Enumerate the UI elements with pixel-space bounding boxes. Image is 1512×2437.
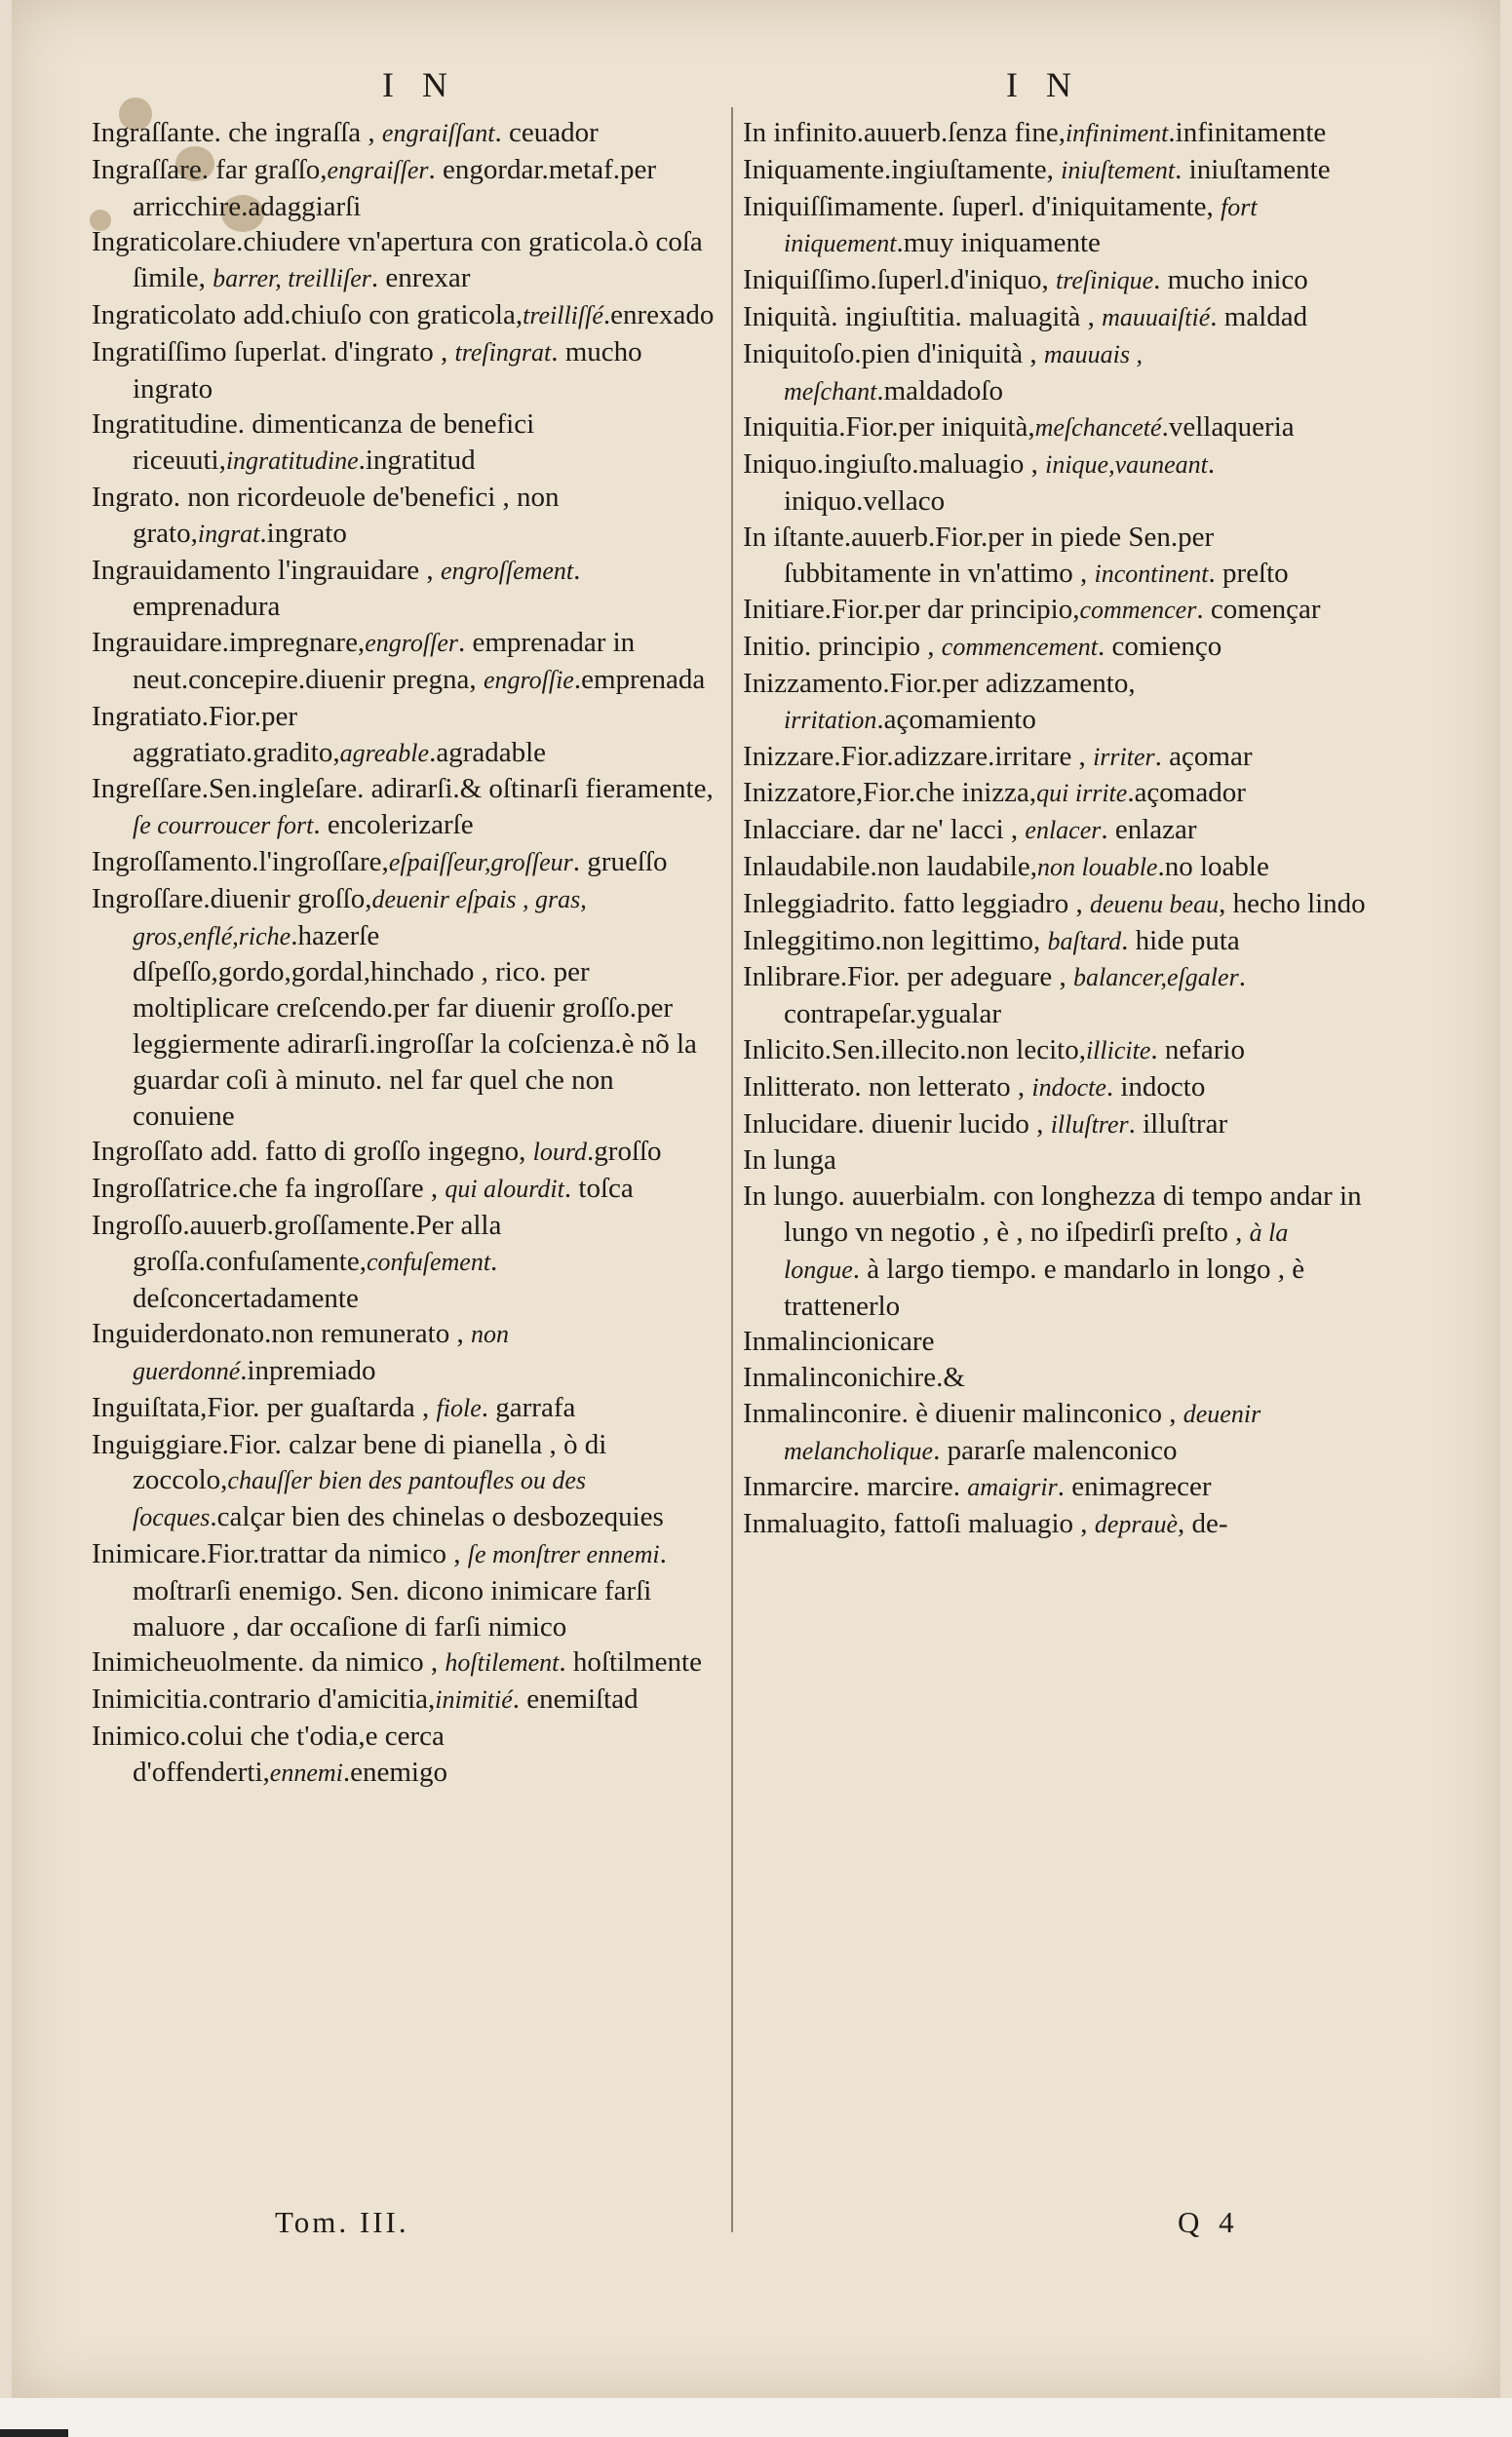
entry-text: Inleggitimo.non legittimo, [743,924,1048,956]
entry-text: . ceuador [494,117,599,148]
entry-text: . mucho ingrato [133,335,642,405]
entry-text: Inizzare.Fior.adizzare.irritare , [743,740,1094,772]
entry-text: In lungo. auuerbialm. con longhezza di tempo andar in lungo vn negotio , è , no iſpedirſi preſto , [743,1180,1362,1248]
dictionary-entry [92,480,716,553]
entry-text: . enemiſtad [512,1683,639,1716]
entry-text: , hecho lindo [1219,887,1366,919]
entry-text: Ingrauidare.impregnare, [92,627,366,659]
entry-text: Ingroſſatrice.che fa ingroſſare , [92,1173,446,1205]
dictionary-entry [92,1427,716,1536]
entry-text: Iniquitoſo.pien d'iniquità , [743,337,1044,369]
french-gloss: commencement [941,633,1099,662]
entry-text: Ingraticolare.chiudere vn'apertura con graticola.ò coſa ſimile, [92,226,703,294]
entry-text: . engordar.metaf.per arricchire.adaggiarſi [133,153,657,222]
entry-text: . hide puta [1121,924,1240,956]
entry-text: . mucho inico [1153,264,1308,296]
dictionary-entry [743,1179,1367,1324]
french-gloss: qui irrite [1036,779,1128,808]
entry-text: .infinitamente [1168,117,1327,148]
entry-text: .ingratitud [358,445,476,477]
dictionary-entry [743,1324,1367,1360]
entry-text: Inguiſtata,Fior. per guaſtarda , [92,1391,437,1423]
dictionary-entry [92,844,716,881]
french-gloss: deuenir melancholique [784,1399,1261,1465]
french-gloss: fort iniquement [784,192,1258,258]
french-gloss: engraiſſant [381,119,495,147]
french-gloss: enlacer [1025,816,1102,845]
dictionary-entry [92,334,716,407]
entry-text: Ingroſſo.auuerb.groſſamente.Per alla groſſa.confuſamente, [92,1209,502,1277]
entry-text: Iniquo.ingiuſto.maluagio , [743,448,1046,481]
dictionary-entry [92,224,716,297]
entry-text: . nefario [1150,1033,1245,1065]
entry-text: Ingratitudine. dimenticanza de benefici riceuuti, [92,408,535,477]
dictionary-entry [743,1506,1367,1543]
dictionary-entry [743,520,1367,593]
french-gloss: à la longue [784,1218,1289,1284]
entry-text: .ingrato [259,517,347,549]
french-gloss: deprauè [1094,1510,1179,1539]
entry-text: , de- [1178,1508,1228,1540]
french-gloss: deuenir eſpais , gras, gros,enflé,riche [133,884,587,950]
entry-text: Inleggiadrito. fatto leggiadro , [743,887,1090,919]
french-gloss: incontinent [1094,559,1209,588]
entry-text: Inmalinconire. è diuenir malinconico , [743,1397,1183,1429]
dictionary-entry [743,299,1367,336]
entry-text: Ingratiato.Fior.per aggratiato.gradito, [92,700,340,768]
french-gloss: non louable [1036,852,1158,881]
dictionary-entry [743,189,1367,263]
dictionary-entry [743,886,1367,923]
entry-text: . emprenadar in neut.concepire.diuenir pregna, [133,627,636,695]
dictionary-entry [743,666,1367,739]
dictionary-entry [92,1316,716,1390]
entry-text: Ingratiſſimo ſuperlat. d'ingrato , [92,335,455,367]
dictionary-entry [743,1469,1367,1506]
entry-text: In iſtante.auuerb.Fior.per in piede Sen.per ſubbitamente in vn'attimo , [743,521,1215,589]
column-divider [731,107,733,2232]
french-gloss: engroſſement [440,556,574,585]
dictionary-entry [92,881,716,1135]
entry-text: Initiare.Fior.per dar principio, [743,594,1080,626]
entry-text: Inmalinconichire.& [743,1362,965,1394]
entry-text: .no loable [1157,850,1269,882]
french-gloss: baſtard [1047,926,1122,955]
french-gloss: engraiſſer [327,155,429,184]
running-head-right: I N [1006,65,1081,104]
entry-text: Ingraſſante. che ingraſſa , [92,117,382,148]
entry-text: .enrexado [602,298,715,330]
dictionary-entry [92,553,716,626]
entry-text: Ingroſſare.diuenir groſſo, [92,882,372,914]
entry-text: . toſca [563,1173,634,1205]
french-gloss: eſpaiſſeur,groſſeur [388,847,573,876]
dictionary-entry [743,1069,1367,1106]
dictionary-entry [92,771,716,844]
entry-text: .açomamiento [876,703,1036,735]
dictionary-entry [92,1134,716,1171]
french-gloss: amaigrir [967,1473,1058,1502]
entry-text: . pararſe malenconico [933,1434,1178,1466]
entry-text: . deſconcertadamente [133,1245,498,1314]
dictionary-entry [92,1644,716,1682]
gathering-signature: Q 4 [1178,2205,1240,2239]
dictionary-entry [743,629,1367,666]
entry-text: . grueſſo [572,845,668,877]
entry-text: .açomador [1127,777,1246,809]
entry-text: Iniquamente.ingiuſtamente, [743,153,1062,185]
french-gloss: mauuaiſtié [1102,302,1211,331]
entry-text: . açomar [1154,740,1253,772]
french-gloss: mauuais , meſchant [784,339,1144,406]
dictionary-entry [743,849,1367,886]
entry-text: . à largo tiempo. e mandarlo in longo , è trattenerlo [784,1253,1305,1322]
dictionary-entry [92,1171,716,1208]
dictionary-entry [743,115,1367,152]
entry-text: .calçar bien des chinelas o desbozequies [210,1501,664,1533]
entry-text: Inmalincionicare [743,1326,935,1358]
french-gloss: inimitié [435,1685,513,1715]
french-gloss: agreable [339,738,430,767]
volume-signature: Tom. III. [275,2205,409,2239]
entry-text: . emprenadura [133,554,581,623]
entry-text: Inimicare.Fior.trattar da nimico , [92,1538,468,1570]
entry-text: Inlucidare. diuenir lucido , [743,1107,1051,1140]
entry-text: Inmaluagito, fattoſi maluagio , [743,1508,1095,1540]
dictionary-entry [743,959,1367,1032]
dictionary-entry [743,923,1367,960]
french-gloss: indocte [1031,1072,1106,1102]
dictionary-entry [743,409,1367,446]
entry-text: Ingroſſamento.l'ingroſſare, [92,845,389,877]
dictionary-entry [92,1390,716,1427]
dictionary-entry [92,1719,716,1792]
french-gloss: illuſtrer [1050,1109,1129,1139]
dictionary-entry [743,446,1367,520]
french-gloss: chauſſer bien des pantoufles ou des ſocques [133,1466,586,1532]
dictionary-entry [92,625,716,699]
french-gloss: ingrat [197,519,260,548]
entry-text: . indocto [1105,1070,1206,1102]
french-gloss: hoſtilement [445,1648,560,1678]
entry-text: Iniquità. ingiuſtitia. maluagità , [743,300,1103,332]
french-gloss: irriter [1093,742,1155,771]
dictionary-entry [743,1396,1367,1470]
french-gloss: iniuſtement [1061,155,1176,184]
entry-text: .inpremiado [240,1355,376,1387]
entry-text: Inlaudabile.non laudabile, [743,850,1037,882]
dictionary-entry [92,1536,716,1644]
entry-text: Inizzamento.Fior.per adizzamento, [743,667,1136,699]
dictionary-entry [92,1208,716,1316]
french-gloss: engroſſie [483,665,574,694]
french-gloss: balancer,eſgaler [1073,963,1239,992]
entry-text: . enlazar [1101,814,1197,846]
dictionary-entry [743,262,1367,299]
french-gloss: confuſement [366,1247,491,1276]
entry-text: Inguiderdonato.non remunerato , [92,1318,471,1350]
french-gloss: deuenu beau [1089,889,1220,918]
french-gloss: engroſſer [365,629,458,658]
scan-margin [0,2398,1512,2437]
entry-text: .maldadoſo [876,374,1003,406]
entry-text: Initio. principio , [743,631,942,663]
entry-text: . maldad [1210,300,1308,332]
entry-text: Inimicitia.contrario d'amicitia, [92,1683,436,1716]
dictionary-entry [743,1360,1367,1396]
entry-text: .groſſo [587,1136,662,1168]
entry-text: . hoſtilmente [559,1646,702,1679]
french-gloss: illicite [1085,1035,1151,1064]
dictionary-entry [743,1106,1367,1143]
entry-text: Ingrato. non ricordeuole de'benefici , non grato, [92,481,560,549]
entry-text: . garrafa [481,1391,576,1423]
french-gloss: commencer [1079,596,1197,625]
french-gloss: lourd [532,1138,588,1167]
entry-text: Iniquitia.Fior.per iniquità, [743,411,1035,444]
french-gloss: treſinique [1055,266,1154,295]
french-gloss: inique,vauneant [1045,450,1208,480]
dictionary-entry [743,1032,1367,1069]
entry-text: Inizzatore,Fior.che inizza, [743,777,1037,809]
entry-text: . moſtrarſi enemigo. Sen. dicono inimicare farſi maluore , dar occaſione di farſi nimico [133,1538,667,1643]
entry-text: Inmarcire. marcire. [743,1471,968,1503]
dictionary-entry [92,406,716,480]
french-gloss: ſe courroucer fort [133,811,314,840]
dictionary-entry [92,699,716,772]
right-column [743,115,1367,1543]
entry-text: .agradable [429,736,547,768]
dictionary-entry [743,592,1367,629]
entry-text: In lunga [743,1144,836,1177]
french-gloss: treſingrat [454,337,552,367]
entry-text: .enemigo [342,1756,447,1788]
french-gloss: fiole [436,1393,482,1422]
entry-text: . encolerizarſe [313,809,474,841]
french-gloss: ennemi [269,1758,343,1787]
french-gloss: treilliſſé [523,300,603,329]
entry-text: Inimicheuolmente. da nimico , [92,1646,446,1679]
entry-text: Ingraticolato add.chiuſo con graticola, [92,298,523,330]
french-gloss: infiniment [1065,119,1169,147]
entry-text: Ingraſſare. far graſſo, [92,153,328,185]
entry-text: . contrapeſar.ygualar [784,961,1246,1030]
dictionary-entry [743,812,1367,849]
dictionary-entry [743,1142,1367,1179]
dictionary-entry [92,115,716,152]
entry-text: .vellaqueria [1161,411,1295,444]
entry-text: .emprenada [573,663,706,695]
entry-text: Inlibrare.Fior. per adeguare , [743,961,1073,993]
dictionary-entry [743,152,1367,189]
entry-text: Inlicito.Sen.illecito.non lecito, [743,1033,1086,1065]
left-column [92,115,716,1792]
french-gloss: meſchanceté [1034,413,1162,443]
dictionary-entry [92,152,716,225]
dictionary-entry [743,739,1367,776]
entry-text: Inguiggiare.Fior. calzar bene di pianella , ò di zoccolo, [92,1428,607,1496]
entry-text: . iniuſtamente [1175,153,1331,185]
entry-text: Iniquiſſimo.ſuperl.d'iniquo, [743,264,1056,296]
french-gloss: qui alourdit [445,1175,564,1204]
french-gloss: non guerdonné [133,1320,509,1386]
entry-text: . illuſtrar [1128,1107,1228,1140]
entry-text: Ingroſſato add. fatto di groſſo ingegno, [92,1136,533,1168]
running-head-left: I N [382,65,457,104]
entry-text: In infinito.auuerb.ſenza fine, [743,117,1066,148]
entry-text: . iniquo.vellaco [784,448,1216,517]
entry-text: . comienço [1098,631,1222,663]
entry-text: . enrexar [370,262,471,294]
entry-text: Inimico.colui che t'odia,e cerca d'offenderti, [92,1721,445,1788]
entry-text: . enimagrecer [1057,1471,1212,1503]
entry-text: Ingreſſare.Sen.ingleſare. adirarſi.& oſtinarſi fieramente, [92,773,714,805]
entry-text: . començar [1196,594,1321,626]
dictionary-entry [743,336,1367,410]
french-gloss: ſe monſtrer ennemi [467,1540,660,1569]
entry-text: Inlitterato. non letterato , [743,1070,1032,1102]
dictionary-entry [92,1682,716,1719]
entry-text: . preſto [1208,557,1289,589]
french-gloss: barrer, treilliſer [213,264,371,293]
book-page [12,0,1500,2398]
french-gloss: irritation [784,705,877,734]
entry-text: Ingrauidamento l'ingrauidare , [92,554,441,586]
entry-text: .hazerſe dſpeſſo,gordo,gordal,hinchado , rico. per moltiplicare creſcendo.per far diuenir groſſo.per leggiermente adirarſi.ingroſſar la coſcienza.è nõ la guardar coſi à minuto. nel far quel che non conuiene [133,919,697,1132]
french-gloss: ingratitudine [225,446,359,476]
entry-text: .muy iniquamente [896,227,1101,259]
scan-edge [0,2429,68,2437]
entry-text: Iniquiſſimamente. ſuperl. d'iniquitamente, [743,190,1221,222]
dictionary-entry [743,775,1367,812]
entry-text: Inlacciare. dar ne' lacci , [743,814,1026,846]
dictionary-entry [92,297,716,334]
